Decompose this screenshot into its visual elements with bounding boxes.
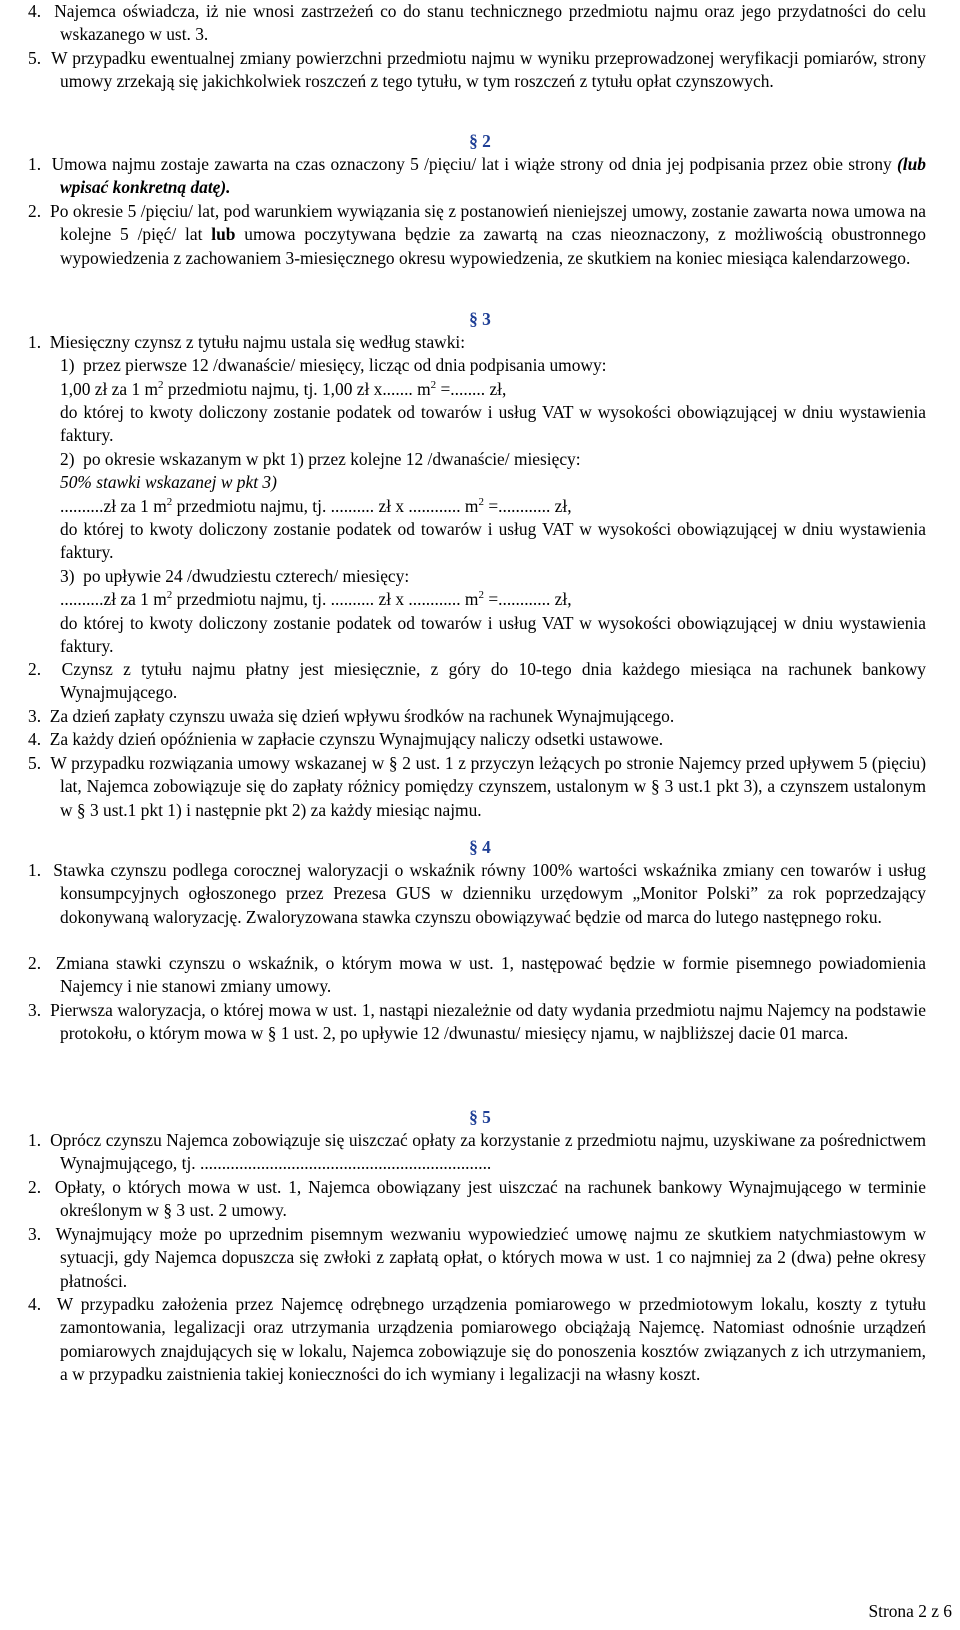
rate-line-1: 1,00 zł za 1 $m^2$ przedmiotu najmu, tj. 1,00 zł x....... $m^2$ =........ zł, (60, 379, 507, 399)
vat-note-3: do której to kwoty doliczony zostanie podatek od towarów i usług VAT w wysokości obowiązującej w dniu wystawienia faktury. (60, 613, 926, 657)
rate-item-2: 2) po okresie wskazanym w pkt 1) przez kolejne 12 /dwanaście/ miesięcy: (60, 449, 581, 469)
paragraph-4-3: 3. Pierwsza waloryzacja, o której mowa w ust. 1, nastąpi niezależnie od daty wydania przedmiotu najmu Najemcy na podstawie protokołu, o którym mowa w § 1 ust. 2, po upływie 12 /dwunastu/ miesięcy njamu, w najbliższej dacie 01 marca. (28, 1000, 926, 1044)
paragraph-2-1: 1. Umowa najmu zostaje zawarta na czas oznaczony 5 /pięciu/ lat i wiąże strony od dnia jej podpisania przez obie strony (lub wpisać konkretną datę). (28, 154, 926, 198)
page-number: Strona 2 z 6 (868, 1601, 952, 1621)
rate-item-1: 1) przez pierwsze 12 /dwanaście/ miesięcy, licząc od dnia podpisania umowy: (60, 355, 607, 375)
paragraph-3-2: 2. Czynsz z tytułu najmu płatny jest miesięcznie, z góry do 10-tego dnia każdego miesiąca na rachunek bankowy Wynajmującego. (28, 659, 926, 703)
section-heading-4: § 4 (469, 837, 491, 857)
paragraph-3-5: 5. W przypadku rozwiązania umowy wskazanej w § 2 ust. 1 z przyczyn leżących po stronie Najemcy przed upływem 5 (pięciu) lat, Najemca zobowiązuje się do zapłaty różnicy pomiędzy czynszem, ustalonym w § 3 ust.1 pkt 3), a czynszem ustalonym w § 3 ust.1 pkt 1) i następnie pkt 2) za każdy miesiąc najmu. (28, 753, 926, 820)
rate-line-2: ..........zł za 1 $m^2$ przedmiotu najmu, tj. .......... zł x ............ $m^2$ =............ zł, (60, 496, 572, 516)
paragraph-3-1: 1. Miesięczny czynsz z tytułu najmu ustala się według stawki: (28, 332, 466, 352)
rate-item-3: 3) po upływie 24 /dwudziestu czterech/ miesięcy: (60, 566, 410, 586)
paragraph-5-3: 3. Wynajmujący może po uprzednim pisemnym wezwaniu wypowiedzieć umowę najmu ze skutkiem natychmiastowym w sytuacji, gdy Najemca dopuszcza się zwłoki z zapłatą opłat, o których mowa w ust. 1 co najmniej za 2 (dwa) pełne okresy płatności. (28, 1224, 926, 1291)
paragraph-5-4: 4. W przypadku założenia przez Najemcę odrębnego urządzenia pomiarowego w przedmiotowym lokalu, koszty z tytułu zamontowania, legalizacji oraz utrzymania urządzenia pomiarowego obciążają Najemcę. Natomiast odnośnie urządzeń pomiarowych znajdujących się w lokalu, Najemca zobowiązuje się do ponoszenia kosztów związanych z ich utrzymaniem, a w przypadku zaistnienia takiej konieczności do ich wymiany i legalizacji na własny koszt. (28, 1294, 926, 1385)
section-heading-3: § 3 (469, 309, 491, 329)
paragraph-1-5: 5. W przypadku ewentualnej zmiany powierzchni przedmiotu najmu w wyniku przeprowadzonej weryfikacji pomiarów, strony umowy zrzekają się jakichkolwiek roszczeń z tego tytułu, w tym roszczeń z tytułu opłat czynszowych. (28, 48, 926, 92)
paragraph-3-3: 3. Za dzień zapłaty czynszu uważa się dzień wpływu środków na rachunek Wynajmującego. (28, 706, 675, 726)
paragraph-4-2: 2. Zmiana stawki czynszu o wskaźnik, o którym mowa w ust. 1, następować będzie w formie pisemnego powiadomienia Najemcy i nie stanowi zmiany umowy. (28, 953, 926, 997)
paragraph-5-2: 2. Opłaty, o których mowa w ust. 1, Najemca obowiązany jest uiszczać na rachunek bankowy Wynajmującego w terminie określonym w § 3 ust. 2 umowy. (28, 1177, 926, 1221)
section-heading-5: § 5 (469, 1107, 491, 1127)
rate-line-3: ..........zł za 1 $m^2$ przedmiotu najmu, tj. .......... zł x ............ $m^2$ =............ zł, (60, 589, 572, 609)
paragraph-1-4: 4. Najemca oświadcza, iż nie wnosi zastrzeżeń co do stanu technicznego przedmiotu najmu oraz jego przydatności do celu wskazanego w ust. 3. (28, 1, 926, 45)
rate-note-2: 50% stawki wskazanej w pkt 3) (60, 472, 277, 492)
paragraph-4-1: 1. Stawka czynszu podlega corocznej waloryzacji o wskaźnik równy 100% wartości wskaźnika zmiany cen towarów i usług konsumpcyjnych ogłoszonego przez Prezesa GUS w dzienniku urzędowym „Monitor Polski” za rok poprzedzający dokonywaną waloryzację. Zwaloryzowana stawka czynszu obowiązywać będzie od marca do lutego następnego roku. (28, 860, 926, 927)
section-heading-2: § 2 (469, 131, 491, 151)
paragraph-2-2: 2. Po okresie 5 /pięciu/ lat, pod warunkiem wywiązania się z postanowień nieniejszej umowy, zostanie zawarta nowa umowa na kolejne 5 /pięć/ lat lub umowa poczytywana będzie za zawartą na czas nieoznaczony, z możliwością obustronnego wypowiedzenia z zachowaniem 3-miesięcznego okresu wypowiedzenia, ze skutkiem na koniec miesiąca kalendarzowego. (28, 201, 926, 268)
vat-note-2: do której to kwoty doliczony zostanie podatek od towarów i usług VAT w wysokości obowiązującej w dniu wystawienia faktury. (60, 519, 926, 563)
vat-note-1: do której to kwoty doliczony zostanie podatek od towarów i usług VAT w wysokości obowiązującej w dniu wystawienia faktury. (60, 402, 926, 446)
paragraph-5-1: 1. Oprócz czynszu Najemca zobowiązuje się uiszczać opłaty za korzystanie z przedmiotu najmu, uzyskiwane za pośrednictwem Wynajmującego, tj. ................................................................... (28, 1130, 926, 1174)
paragraph-3-4: 4. Za każdy dzień opóźnienia w zapłacie czynszu Wynajmujący naliczy odsetki ustawowe. (28, 729, 664, 749)
